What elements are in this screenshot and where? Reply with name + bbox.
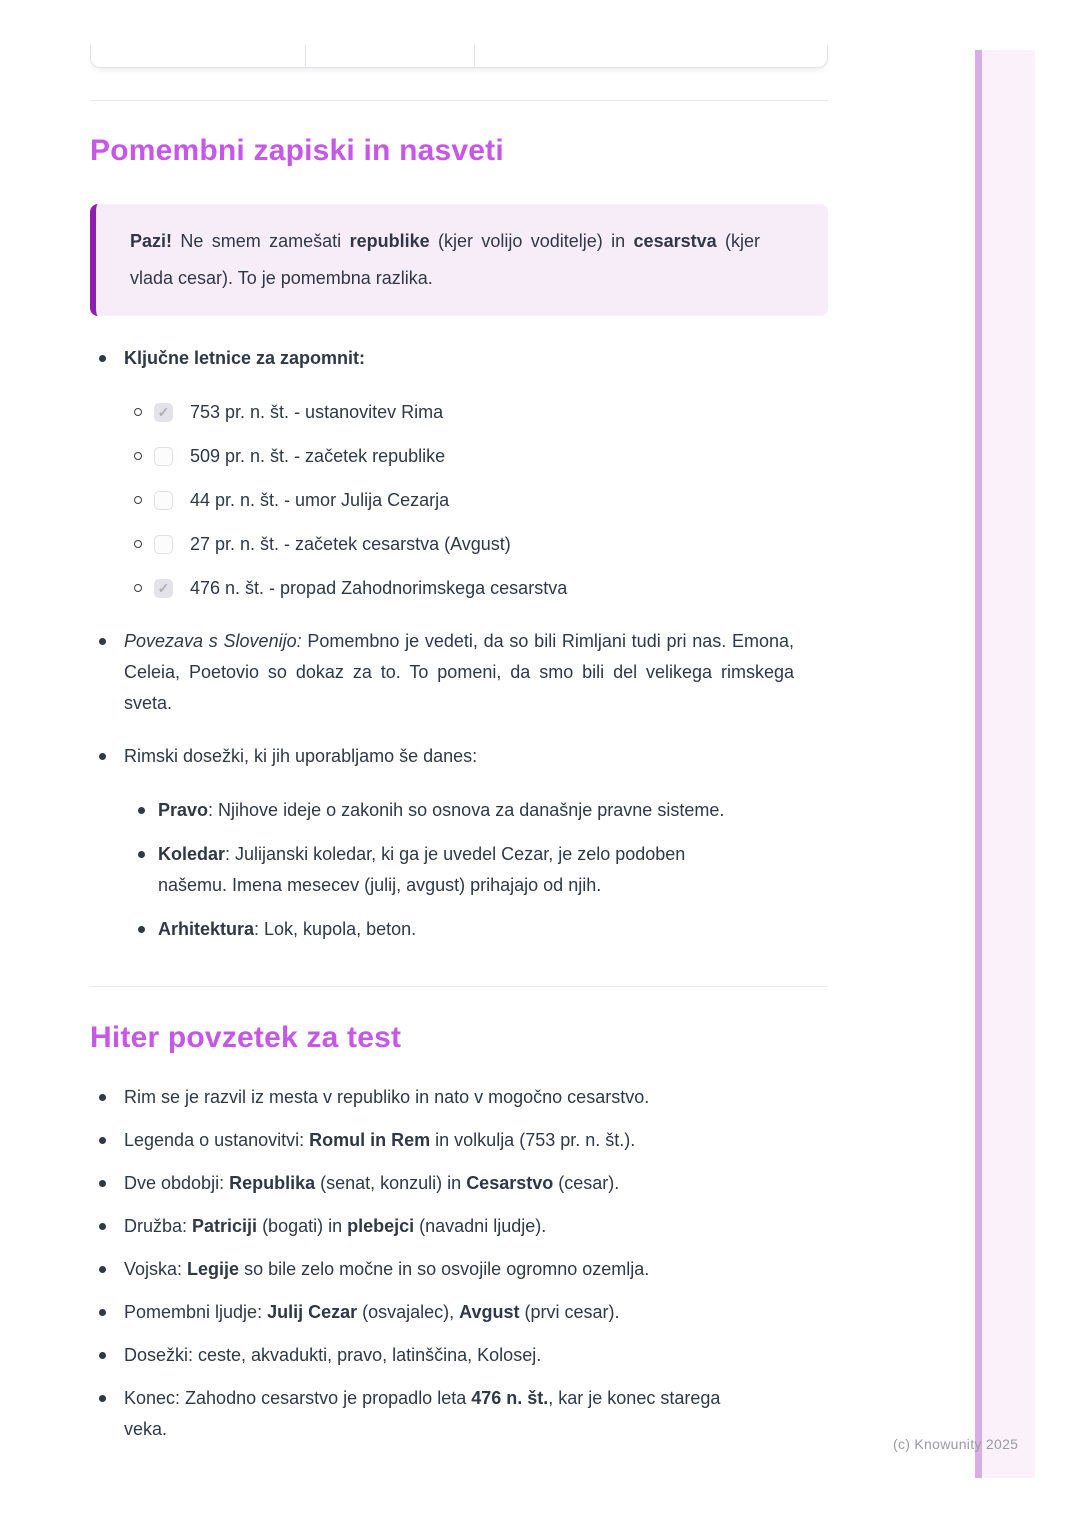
text-segment: Ne smem zamešati [172,231,350,251]
text-segment: Povezava s Slovenijo: [124,631,302,651]
text-segment: Legije [187,1259,240,1279]
text-segment: Republika [229,1173,316,1193]
text-segment: (osvajalec), [357,1302,460,1322]
text-segment: in volkulja (753 pr. n. št.). [430,1130,636,1150]
bullet-dot-icon [99,355,106,362]
text-segment: (kjer volijo voditelje) in [429,231,634,251]
text-segment: (kjer vlada cesar). To je pomembna razlika. [130,231,760,288]
bullet-text [124,1211,762,1242]
bullet-item [90,1082,762,1113]
text-segment: (senat, konzuli) in [315,1173,467,1193]
notes-bullet-list [90,343,828,967]
text-segment: 476 n. št. [471,1388,549,1408]
bullet-dot-icon [99,1137,106,1144]
achievements-sublist [124,795,828,945]
bullet-item [90,1168,762,1199]
bullet-item [90,1211,762,1242]
checkbox-unchecked[interactable] [154,535,173,554]
text-segment: Konec: Zahodno cesarstvo je propadlo leta [124,1388,472,1408]
checklist-label: 27 pr. n. št. - začetek cesarstva (Avgust) [190,534,511,554]
bullet-dot-icon [99,1395,106,1402]
text-segment: Rimski dosežki, ki jih uporabljamo še danes: [124,746,478,766]
bullet-item [90,1383,762,1445]
bullet-text [124,741,828,772]
sub-bullet-text [158,914,758,945]
sub-bullet-item [124,914,758,945]
text-segment: : Njihove ideje o zakonih so osnova za današnje pravne sisteme. [208,800,725,820]
text-segment: (cesar). [553,1173,620,1193]
bullet-item [90,626,828,719]
bullet-text [124,1254,762,1285]
sub-bullet-text [158,839,758,901]
text-segment: Pazi! [130,231,173,251]
checklist-row [124,485,828,516]
hollow-bullet-icon [134,452,142,460]
checklist-row [124,397,828,428]
checkbox-checked[interactable]: ✓ [154,403,173,422]
bullet-dot-icon [138,851,145,858]
bullet-item [90,1297,762,1328]
text-segment: : Julijanski koledar, ki ga je uvedel Cezar, je zelo podoben našemu. Imena mesecev (julij, avgust) prihajajo od njih. [158,844,686,895]
bullet-text [124,626,794,719]
bullet-item [90,1254,762,1285]
key-dates-checklist [124,397,828,604]
section-divider [90,100,828,101]
copyright-watermark: (c) Knowunity 2025 [893,1436,1019,1452]
text-segment: Avgust [459,1302,520,1322]
checklist-row [124,529,828,560]
text-segment: republike [349,231,430,251]
bullet-text [124,1125,762,1156]
table-bottom-fragment [90,45,828,68]
checklist-row [124,441,828,472]
text-segment: Arhitektura [158,919,255,939]
sub-bullet-text [158,795,758,826]
text-segment: Ključne letnice za zapomnit: [124,348,366,368]
bullet-dot-icon [99,1309,106,1316]
text-segment: so bile zelo močne in so osvojile ogromno ozemlja. [239,1259,650,1279]
checklist-label: 509 pr. n. št. - začetek republike [190,446,446,466]
text-segment: Rim se je razvil iz mesta v republiko in nato v mogočno cesarstvo. [124,1087,650,1107]
text-segment: Cesarstvo [466,1173,554,1193]
checkbox-unchecked[interactable] [154,447,173,466]
table-column-divider [305,45,306,66]
text-segment: Legenda o ustanovitvi: [124,1130,310,1150]
bullet-item [90,741,828,945]
text-segment: Pomembno je vedeti, da so bili Rimljani tudi pri nas. Emona, Celeia, Poetovio so dokaz za to. To pomeni, da smo bili del velikega rimskega sveta. [124,631,794,713]
bullet-dot-icon [99,1352,106,1359]
bullet-text [124,1297,762,1328]
hollow-bullet-icon [134,496,142,504]
bullet-dot-icon [99,1223,106,1230]
text-segment: , kar je konec starega veka. [124,1388,721,1439]
text-segment: plebejci [347,1216,415,1236]
checklist-label: 476 n. št. - propad Zahodnorimskega cesarstva [190,578,568,598]
text-segment: Patriciji [192,1216,258,1236]
bullet-dot-icon [99,638,106,645]
text-segment: cesarstva [633,231,717,251]
bullet-dot-icon [99,1180,106,1187]
bullet-text [124,1340,762,1371]
notes-section-title: Pomembni zapiski in nasveti [90,134,504,167]
hollow-bullet-icon [134,540,142,548]
bullet-text [124,1168,762,1199]
text-segment: Romul in Rem [309,1130,431,1150]
section-divider [90,986,828,987]
text-segment: Julij Cezar [267,1302,358,1322]
sub-bullet-item [124,795,758,826]
text-segment: Dosežki: ceste, akvadukti, pravo, latinščina, Kolosej. [124,1345,542,1365]
bullet-text [124,343,828,374]
bullet-dot-icon [99,1266,106,1273]
bullet-text [124,1082,762,1113]
text-segment: Koledar [158,844,226,864]
bullet-dot-icon [138,807,145,814]
bullet-dot-icon [138,926,145,933]
text-segment: Vojska: [124,1259,188,1279]
checklist-row [124,573,828,604]
checkbox-checked[interactable]: ✓ [154,579,173,598]
callout-text [130,223,760,297]
bullet-dot-icon [99,1094,106,1101]
text-segment: Družba: [124,1216,193,1236]
checklist-label: 44 pr. n. št. - umor Julija Cezarja [190,490,450,510]
page-edge-accent-line [975,50,982,1478]
bullet-item [90,343,828,604]
checkbox-unchecked[interactable] [154,491,173,510]
text-segment: (prvi cesar). [519,1302,620,1322]
page-edge-panel [982,50,1035,1478]
bullet-text [124,1383,762,1445]
text-segment: Pomembni ljudje: [124,1302,268,1322]
sub-bullet-item [124,839,758,901]
text-segment: Dve obdobji: [124,1173,230,1193]
hollow-bullet-icon [134,584,142,592]
bullet-item [90,1340,762,1371]
text-segment: (navadni ljudje). [414,1216,547,1236]
text-segment: Pravo [158,800,209,820]
text-segment: (bogati) in [257,1216,348,1236]
checklist-label: 753 pr. n. št. - ustanovitev Rima [190,402,444,422]
hollow-bullet-icon [134,408,142,416]
bullet-dot-icon [99,753,106,760]
summary-section-title: Hiter povzetek za test [90,1021,402,1054]
table-column-divider [474,45,475,66]
warning-callout [90,204,828,316]
text-segment: : Lok, kupola, beton. [254,919,417,939]
summary-bullet-list [90,1075,828,1457]
bullet-item [90,1125,762,1156]
